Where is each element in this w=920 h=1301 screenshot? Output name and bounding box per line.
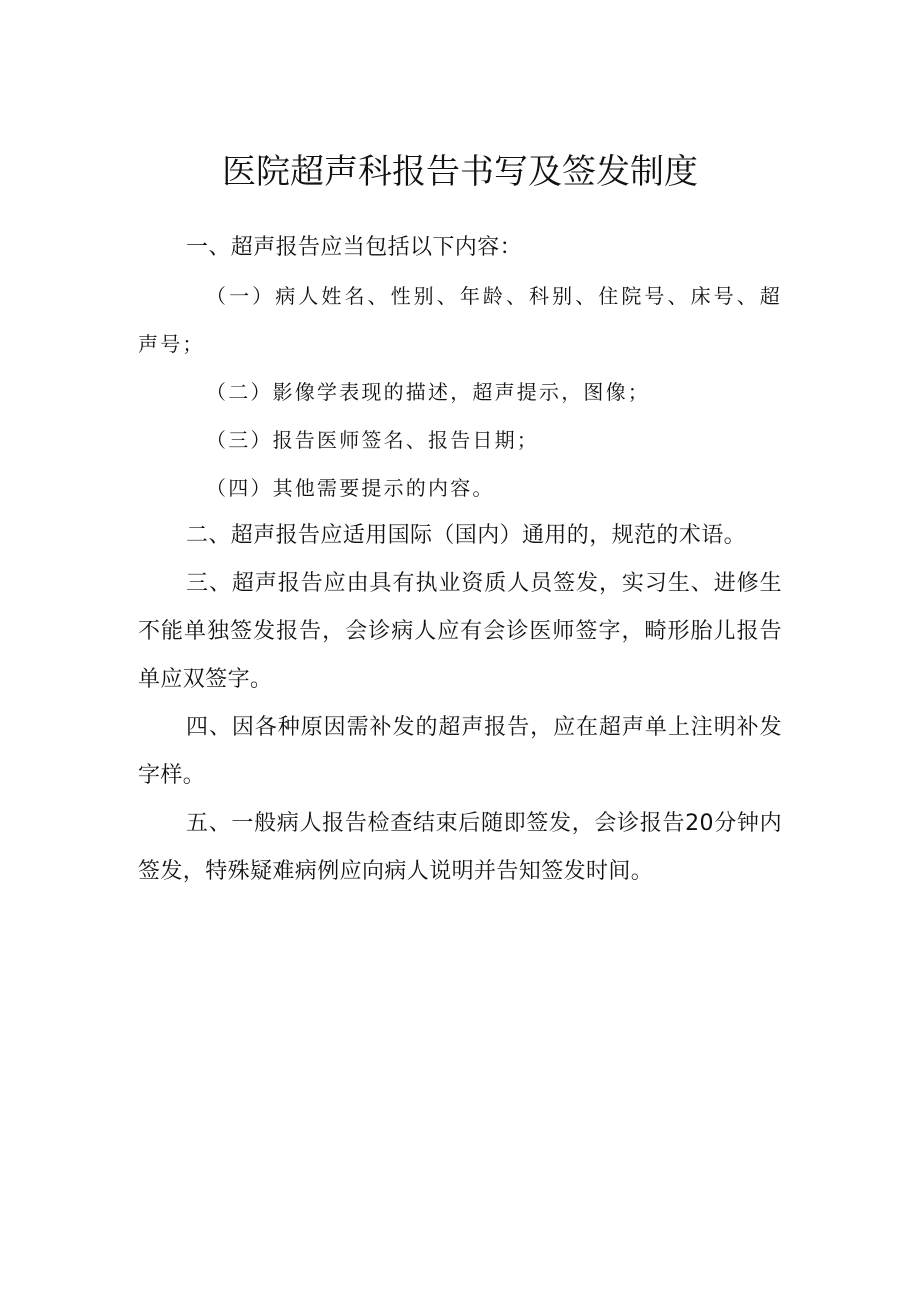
- section-1-item-2: （二）影像学表现的描述，超声提示，图像；: [206, 380, 650, 404]
- section-1-item-4: （四）其他需要提示的内容。: [206, 476, 495, 500]
- section-4-paragraph: 四、因各种原因需补发的超声报告，应在超声单上注明补发字样。: [138, 715, 782, 788]
- section-1-heading: 一、超声报告应当包括以下内容：: [186, 235, 523, 260]
- document-title: 医院超声科报告书写及签发制度: [222, 152, 698, 192]
- section-1-item-1: （一）病人姓名、性别、年龄、科别、住院号、床号、超声号；: [138, 284, 782, 356]
- section-3-paragraph: 三、超声报告应由具有执业资质人员签发，实习生、进修生不能单独签发报告，会诊病人应有会诊医师签字，畸形胎儿报告单应双签字。: [138, 571, 782, 692]
- section-5-paragraph: 五、一般病人报告检查结束后随即签发，会诊报告20分钟内签发，特殊疑难病例应向病人说明并告知签发时间。: [138, 811, 782, 884]
- document-body: [138, 224, 782, 896]
- section-2-paragraph: 二、超声报告应适用国际（国内）通用的，规范的术语。: [186, 523, 747, 548]
- section-1-item-3: （三）报告医师签名、报告日期；: [206, 428, 539, 452]
